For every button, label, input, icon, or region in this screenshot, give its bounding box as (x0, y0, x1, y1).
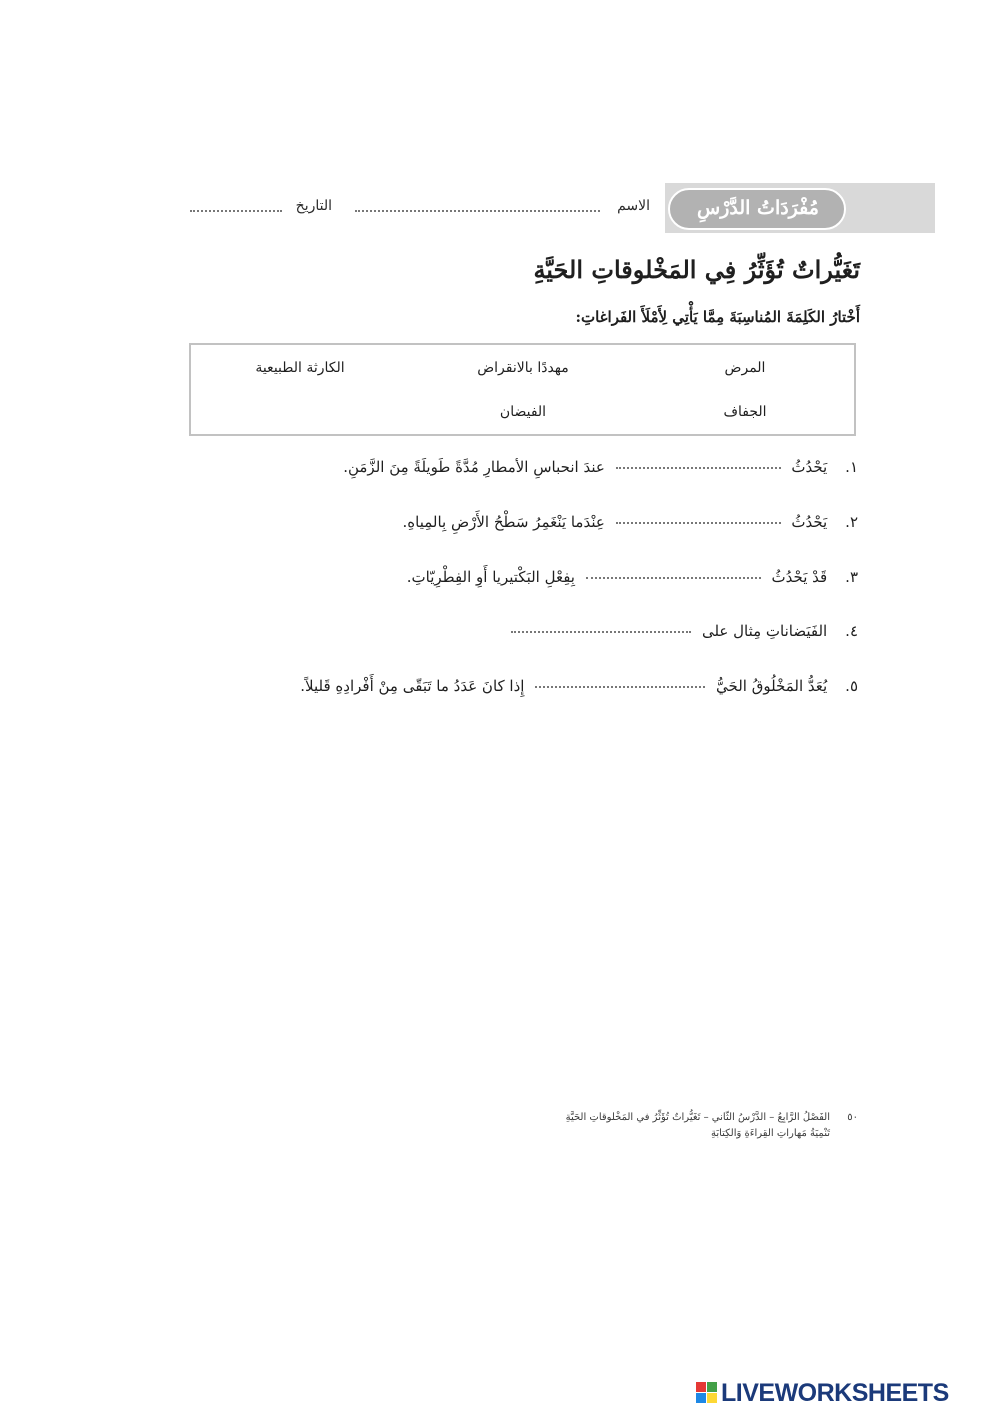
word-bank-item: الفيضان (499, 404, 547, 420)
question-text-before: يَحْدُثُ (791, 513, 828, 531)
question-number: ٢. (845, 513, 858, 531)
tab-title: مُفْرَدَاتُ الدَّرْسِ (697, 197, 819, 219)
word-bank-item: مهددًا بالانقراض (477, 360, 569, 376)
page-number: ٥٠ (847, 1112, 858, 1123)
question-number: ٣. (845, 568, 858, 586)
question-text-before: يَحْدُثُ (791, 458, 828, 476)
question-text-after: بِفِعْلِ البَكْتيريا أَوِ الفِطْرِيّاتِ. (406, 568, 575, 586)
question-number: ٥. (845, 677, 858, 695)
footer-book-line: تَنْمِيَةُ مَهاراتِ القِراءَةِ وَالكِتابَةِ (710, 1128, 830, 1139)
brand-name: LIVEWORKSHEETS (721, 1379, 949, 1407)
question-1 (200, 450, 858, 484)
question-text-after: عِنْدَما يَنْغَمِرُ سَطْحُ الأَرْضِ بِالمِياهِ. (402, 513, 605, 531)
worksheet-title: تَغَيُّراتٌ تُؤَثِّرُ فِي المَخْلوقاتِ الحَيَّةِ (533, 255, 860, 284)
name-label: الاسم (617, 198, 650, 214)
word-bank-item: الجفاف (723, 404, 767, 420)
date-field[interactable] (190, 210, 282, 212)
instruction-text: أَخْتارُ الكَلِمَةَ المُناسِبَةَ مِمَّا يَأْتِي لِأَمْلَأَ الفَراغاتِ: (575, 308, 860, 326)
question-5 (200, 669, 858, 703)
date-label: التاريخ (295, 198, 332, 214)
question-4 (200, 614, 858, 648)
question-2 (200, 505, 858, 539)
question-3 (200, 560, 858, 594)
word-bank-item: الكارثة الطبيعية (255, 360, 345, 376)
word-bank-item: المرض (724, 360, 766, 376)
question-text-before: قَدْ يَحْدُثُ (771, 568, 828, 586)
liveworksheets-logo (696, 1378, 996, 1408)
answer-blank-5[interactable] (535, 686, 705, 688)
question-text-after: إِذا كانَ عَدَدُ ما تَبَقّى مِنْ أَفْرادِهِ قَليلاً. (300, 677, 525, 695)
answer-blank-2[interactable] (616, 522, 781, 524)
liveworksheets-icon (696, 1382, 718, 1404)
footer-chapter-line: الفَصْلُ الرَّابِعُ – الدَّرْسُ الثّاني – تَغَيُّراتٌ تُؤَثِّرُ في المَخْلوقاتِ الحَيَّةِ (565, 1112, 830, 1123)
answer-blank-4[interactable] (511, 631, 691, 633)
question-text-after: عندَ انحباسِ الأمطارِ مُدَّةً طَويلَةً مِنَ الزَّمَنِ. (343, 458, 605, 476)
question-number: ١. (845, 458, 858, 476)
answer-blank-3[interactable] (586, 577, 761, 579)
answer-blank-1[interactable] (616, 467, 781, 469)
name-field[interactable] (355, 210, 600, 212)
question-text-before: يُعَدُّ المَخْلُوقُ الحَيُّ (716, 677, 828, 695)
question-text-before: الفَيَضاناتِ مِثال على (701, 622, 828, 640)
question-number: ٤. (845, 622, 858, 640)
